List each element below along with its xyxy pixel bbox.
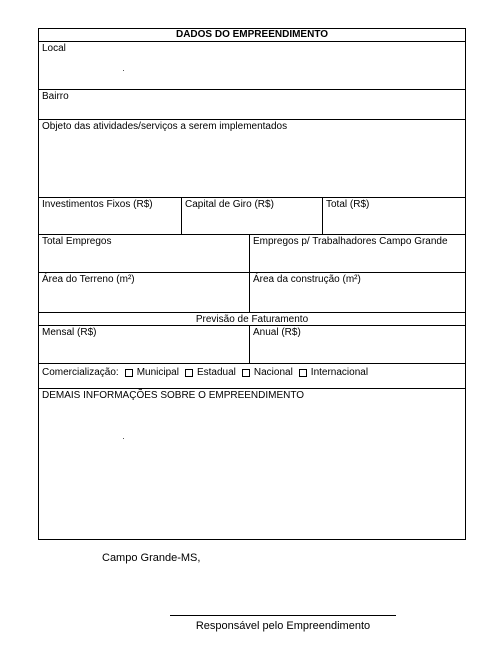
comercializacao-label: Comercialização: [42, 367, 119, 378]
area-terreno-field[interactable] [39, 273, 249, 312]
checkbox-estadual[interactable] [185, 369, 193, 377]
checkbox-municipal[interactable] [125, 369, 133, 377]
area-terreno-label: Área do Terreno (m²) [42, 274, 135, 285]
signature-line[interactable] [170, 615, 396, 616]
empregos-cg-field[interactable] [249, 235, 465, 272]
objeto-field[interactable] [39, 120, 465, 198]
option-nacional: Nacional [253, 367, 293, 378]
area-construcao-label: Área da construção (m²) [253, 274, 361, 285]
total-field[interactable] [322, 198, 465, 234]
total-empregos-label: Total Empregos [42, 236, 112, 247]
option-municipal: Municipal [136, 367, 179, 378]
option-estadual: Estadual [196, 367, 236, 378]
capital-giro-label: Capital de Giro (R$) [185, 199, 274, 210]
local-label: Local [42, 43, 66, 54]
area-construcao-field[interactable] [249, 273, 465, 312]
checkbox-nacional[interactable] [242, 369, 250, 377]
demais-info-label: DEMAIS INFORMAÇÕES SOBRE O EMPREENDIMENTO [42, 390, 305, 401]
area-row [39, 273, 465, 313]
city-date-line: Campo Grande-MS, [102, 552, 201, 564]
total-label: Total (R$) [326, 199, 370, 210]
demais-info-field[interactable] [39, 389, 465, 539]
option-internacional: Internacional [310, 367, 369, 378]
bairro-field[interactable] [39, 90, 465, 120]
form-title: DADOS DO EMPREENDIMENTO [175, 29, 329, 40]
capital-giro-field[interactable] [181, 198, 322, 234]
investment-row [39, 198, 465, 235]
faturamento-header-row [39, 313, 465, 326]
form-title-row [39, 29, 465, 42]
local-field[interactable] [39, 42, 465, 90]
empregos-cg-label: Empregos p/ Trabalhadores Campo Grande [253, 236, 448, 247]
total-empregos-field[interactable] [39, 235, 249, 272]
enterprise-data-form [38, 28, 466, 540]
objeto-label: Objeto das atividades/serviços a serem implementados [42, 121, 288, 132]
mensal-field[interactable] [39, 326, 249, 363]
scan-speck [123, 70, 124, 71]
checkbox-internacional[interactable] [299, 369, 307, 377]
comercializacao-options [42, 367, 368, 378]
anual-label: Anual (R$) [253, 327, 301, 338]
bairro-label: Bairro [42, 91, 69, 102]
scan-speck [123, 438, 124, 439]
investimentos-fixos-field[interactable] [39, 198, 181, 234]
anual-field[interactable] [249, 326, 465, 363]
mensal-label: Mensal (R$) [42, 327, 97, 338]
signature-label: Responsável pelo Empreendimento [195, 620, 371, 632]
investimentos-fixos-label: Investimentos Fixos (R$) [42, 199, 153, 210]
faturamento-row [39, 326, 465, 364]
employees-row [39, 235, 465, 273]
previsao-faturamento-label: Previsão de Faturamento [195, 314, 309, 325]
comercializacao-row [39, 364, 465, 389]
